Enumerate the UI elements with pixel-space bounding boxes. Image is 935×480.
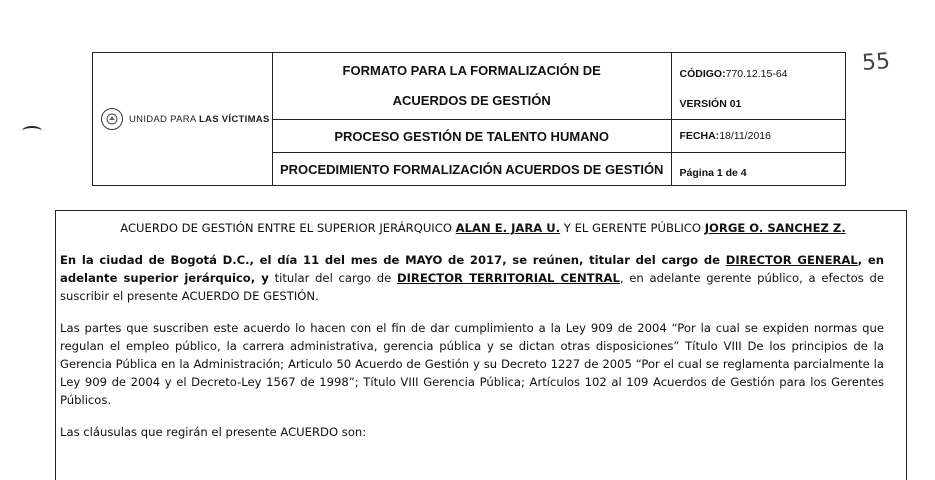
coat-of-arms-icon xyxy=(101,108,123,130)
document-header-table xyxy=(92,52,846,186)
page-count-label: Página 1 de 4 xyxy=(671,153,845,186)
logo-cell xyxy=(93,53,273,186)
date-label: FECHA:18/11/2016 xyxy=(671,120,845,153)
agreement-text xyxy=(60,219,884,455)
procedure-title: PROCEDIMIENTO FORMALIZACIÓN ACUERDOS DE GESTIÓN xyxy=(272,153,671,186)
code-version-cell xyxy=(671,53,845,120)
process-title: PROCESO GESTIÓN DE TALENTO HUMANO xyxy=(272,120,671,153)
code-label: CÓDIGO:770.12.15-64 xyxy=(679,68,788,80)
institution-logo xyxy=(93,108,272,130)
version-label: VERSIÓN 01 xyxy=(679,98,742,110)
paragraph-legal-basis: Las partes que suscriben este acuerdo lo hacen con el fin de dar cumplimiento a la Ley 909 de 2004 “Por la cual se expiden normas que regulan el empleo público, la carrera administrativa, gerencia pública y se dictan otras disposiciones” Título VIII De los principios de la Gerencia Pública en la Administración; Articulo 50 Acuerdo de Gestión y su Decreto 1227 de 2005 “Por el cual se reglamenta parcialmente la Ley 909 de 2004 y el Decreto-Ley 1567 de 1998”; Título VIII Gerencia Pública; Artículos 102 al 109 Acuerdos de Gestión para los Gerentes Públicos. xyxy=(60,321,884,407)
cargo-director-general: DIRECTOR GENERAL xyxy=(725,253,858,267)
handwritten-page-number: 55 xyxy=(861,49,891,76)
gerente-name: JORGE O. SANCHEZ Z. xyxy=(704,221,846,235)
superior-name: ALAN E. JARA U. xyxy=(455,221,561,235)
cargo-director-territorial: DIRECTOR TERRITORIAL CENTRAL xyxy=(397,271,620,285)
agreement-heading: ACUERDO DE GESTIÓN ENTRE EL SUPERIOR JERÁRQUICO ALAN E. JARA U. Y EL GERENTE PÚBLICO JORGE O. SANCHEZ Z. xyxy=(120,221,846,235)
paragraph-clauses: Las cláusulas que regirán el presente ACUERDO son: xyxy=(60,425,367,439)
format-title: FORMATO PARA LA FORMALIZACIÓN DE ACUERDOS DE GESTIÓN xyxy=(272,53,671,120)
logo-text: UNIDAD PARA LAS VÍCTIMAS xyxy=(129,113,270,125)
paragraph-parties: En la ciudad de Bogotá D.C., el día 11 del mes de MAYO de 2017, se reúnen, titular del cargo de DIRECTOR GENERAL, en adelante superior jerárquico, y titular del cargo de DIRECTOR TERRITORIAL CENTRAL, en adelante gerente público, a efectos de suscribir el presente ACUERDO DE GESTIÓN. xyxy=(60,253,885,303)
margin-mark xyxy=(22,126,42,136)
